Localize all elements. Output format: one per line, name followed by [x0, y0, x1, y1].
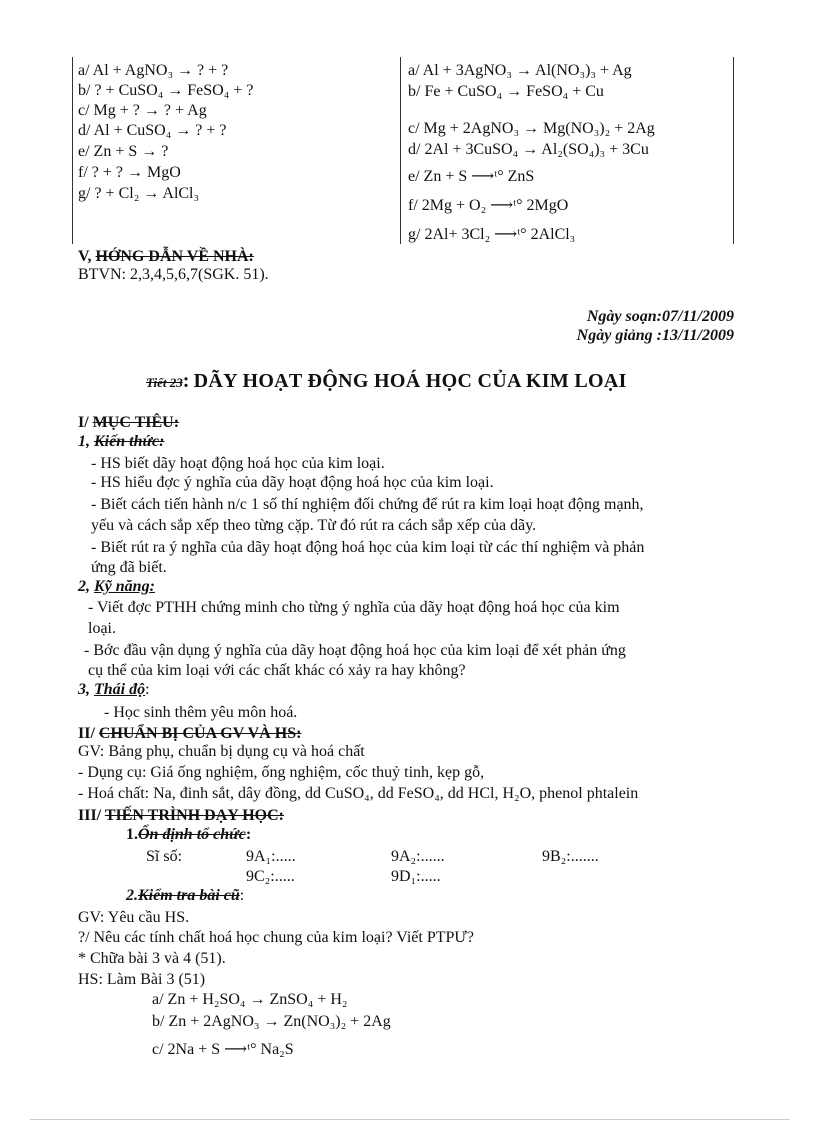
table-border-middle [400, 57, 401, 244]
question-line: g/ ? + Cl₂ → AlCl₃ [78, 185, 200, 202]
review-heading [126, 886, 244, 905]
skills-heading-text: Kỹ năng: [94, 578, 155, 595]
knowledge-heading [78, 432, 164, 451]
attitude-heading-text: Thái độ [94, 681, 146, 698]
homework-prefix: V, [78, 248, 96, 265]
knowledge-item: - Biết cách tiến hành n/c 1 số thí nghiệm đối chứng để rút ra kim loại hoạt động mạnh, [91, 496, 644, 513]
knowledge-item: - Biết rút ra ý nghĩa của dãy hoạt động hoá học của kim loại từ các thí nghiệm và phản [91, 539, 645, 556]
skills-item: cụ thể của kim loại với các chất khác có xảy ra hay không? [88, 662, 466, 679]
attitude-suffix: : [145, 681, 150, 698]
page-bottom-rule [30, 1119, 790, 1120]
answer-line: b/ Fe + CuSO₄ → FeSO₄ + Cu [408, 83, 604, 100]
attitude-heading [78, 680, 150, 699]
skills-heading [78, 577, 155, 596]
question-line: d/ Al + CuSO₄ → ? + ? [78, 122, 227, 139]
table-border-right [733, 57, 734, 244]
class-attendance: 9A₂:...... [391, 848, 445, 865]
attendance-label: Sĩ số: [146, 848, 183, 865]
question-line: c/ Mg + ? → ? + Ag [78, 102, 207, 119]
knowledge-heading-text: Kiến thức: [94, 433, 165, 450]
class-attendance: 9A₁:..... [246, 848, 296, 865]
knowledge-item: - HS biết dãy hoạt động hoá học của kim loại. [91, 455, 385, 472]
question-line: a/ Al + AgNO₃ → ? + ? [78, 62, 229, 79]
lesson-number: Tiết 23 [146, 375, 183, 390]
section3-heading-text: TIẾN TRÌNH DẠY HỌC: [104, 807, 284, 824]
review-line: * Chữa bài 3 và 4 (51). [78, 950, 226, 967]
section2-heading-text: CHUẨN BỊ CỦA GV VÀ HS: [98, 725, 302, 742]
attitude-prefix: 3, [78, 681, 94, 698]
answer-line: e/ Zn + S ⟶ᵗ° ZnS [408, 168, 535, 185]
skills-item: - Viết đợc PTHH chứng minh cho từng ý nghĩa của dãy hoạt động hoá học của kim [88, 599, 620, 616]
answer-line: g/ 2Al+ 3Cl₂ ⟶ᵗ° 2AlCl₃ [408, 226, 576, 243]
review-suffix: : [239, 887, 245, 904]
lesson-sep: : [182, 370, 190, 392]
attitude-item: - Học sinh thêm yêu môn hoá. [104, 704, 298, 721]
question-line: f/ ? + ? → MgO [78, 164, 181, 181]
question-line: b/ ? + CuSO₄ → FeSO₄ + ? [78, 82, 254, 99]
review-answer: a/ Zn + H₂SO₄ → ZnSO₄ + H₂ [152, 991, 348, 1008]
review-line: HS: Làm Bài 3 (51) [78, 971, 206, 988]
review-line: ?/ Nêu các tính chất hoá học chung của kim loại? Viết PTPƯ? [78, 929, 474, 946]
knowledge-item: ứng đã biết. [91, 559, 167, 576]
lesson-title: DÃY HOẠT ĐỘNG HOÁ HỌC CỦA KIM LOẠI [193, 370, 627, 392]
preparation-item: - Hoá chất: Na, đinh sắt, dây đồng, dd CuSO₄, dd FeSO₄, dd HCl, H₂O, phenol phtalein [78, 785, 639, 802]
preparation-item: - Dụng cụ: Giá ống nghiệm, ống nghiệm, cốc thuỷ tinh, kẹp gỗ, [78, 764, 485, 781]
lesson-title-row [146, 370, 627, 393]
review-line: GV: Yêu cầu HS. [78, 909, 190, 926]
skills-item: - Bớc đầu vận dụng ý nghĩa của dãy hoạt động hoá học của kim loại để xét phản ứng [84, 642, 626, 659]
answer-line: c/ Mg + 2AgNO₃ → Mg(NO₃)₂ + 2Ag [408, 120, 655, 137]
section2-prefix: II/ [78, 725, 99, 742]
stable-prefix: 1. [126, 826, 138, 843]
table-border-left [72, 57, 73, 244]
review-answer: c/ 2Na + S ⟶ᵗ° Na₂S [152, 1041, 294, 1058]
answer-line: d/ 2Al + 3CuSO₄ → Al₂(SO₄)₃ + 3Cu [408, 141, 649, 158]
section1-heading [78, 413, 179, 432]
review-prefix: 2. [126, 887, 138, 904]
teach-date: Ngày giảng :13/11/2009 [576, 327, 734, 344]
class-attendance: 9D₁:..... [391, 868, 441, 885]
prep-date: Ngày soạn:07/11/2009 [586, 308, 734, 325]
knowledge-prefix: 1, [78, 433, 94, 450]
preparation-item: GV: Bảng phụ, chuẩn bị dụng cụ và hoá chất [78, 743, 365, 760]
review-heading-text: Kiểm tra bài cũ [138, 887, 240, 904]
homework-text: BTVN: 2,3,4,5,6,7(SGK. 51). [78, 266, 269, 283]
skills-item: loại. [88, 620, 116, 637]
answer-line: f/ 2Mg + O₂ ⟶ᵗ° 2MgO [408, 197, 569, 214]
knowledge-item: yếu và cách sắp xếp theo từng cặp. Từ đó rút ra cách sắp xếp của dãy. [91, 517, 537, 534]
class-attendance: 9B₂:....... [542, 848, 599, 865]
section1-prefix: I/ [78, 414, 93, 431]
class-attendance: 9C₂:..... [246, 868, 295, 885]
stable-heading [126, 825, 251, 844]
section3-prefix: III/ [78, 807, 105, 824]
knowledge-item: - HS hiểu đợc ý nghĩa của dãy hoạt động hoá học của kim loại. [91, 474, 494, 491]
skills-prefix: 2, [78, 578, 94, 595]
stable-heading-text: Ổn định tổ chức [138, 826, 246, 843]
section3-heading [78, 806, 284, 825]
answer-line: a/ Al + 3AgNO₃ → Al(NO₃)₃ + Ag [408, 62, 632, 79]
homework-heading-text: HỚNG DẪN VỀ NHÀ: [95, 248, 254, 265]
review-answer: b/ Zn + 2AgNO₃ → Zn(NO₃)₂ + 2Ag [152, 1013, 391, 1030]
stable-suffix: : [245, 826, 252, 843]
section1-heading-text: MỤC TIÊU: [92, 414, 180, 431]
question-line: e/ Zn + S → ? [78, 143, 169, 160]
